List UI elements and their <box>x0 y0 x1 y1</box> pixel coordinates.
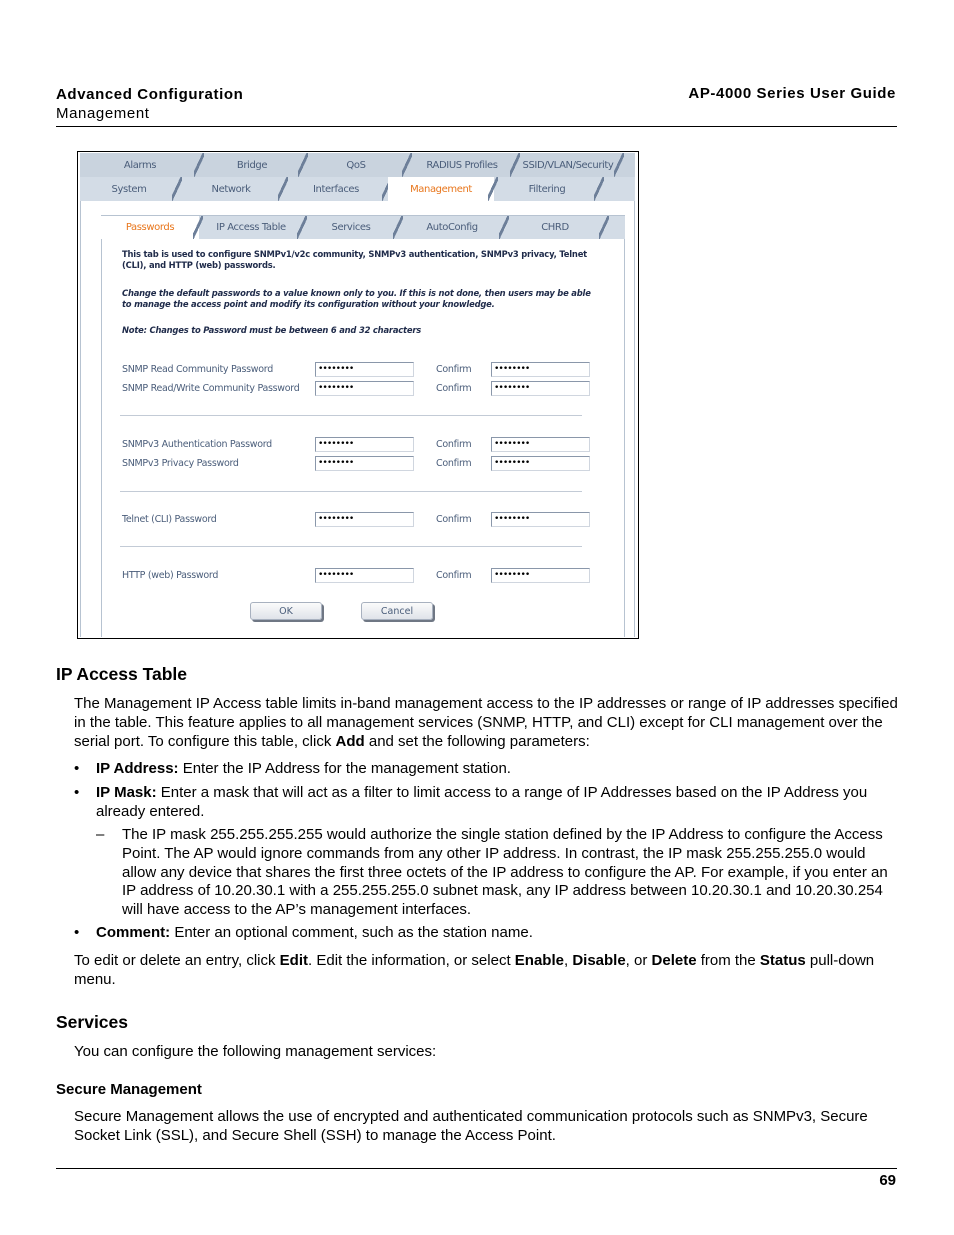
http-password-confirm-input[interactable]: •••••••• <box>491 568 590 583</box>
edit-instructions: To edit or delete an entry, click Edit. Edit the information, or select Enable, Disable, or Delete from the Status pull-down menu. <box>74 952 875 988</box>
tab-qos[interactable]: QoS <box>304 153 408 177</box>
management-panel <box>80 201 635 637</box>
ip-access-heading: IP Access Table <box>56 664 188 684</box>
confirm-label: Confirm <box>436 364 472 375</box>
management-passwords-screenshot <box>77 151 639 639</box>
footer-rule <box>56 1168 897 1169</box>
list-item: • IP Mask: Enter a mask that will act as a filter to limit access to a range of IP Addresses based on the IP Address you already entered. <box>74 784 868 820</box>
list-item: • IP Address: Enter the IP Address for the management station. <box>74 760 511 777</box>
tab-radius-profiles[interactable]: RADIUS Profiles <box>408 153 516 177</box>
header-rule <box>56 126 897 127</box>
field-label: Telnet (CLI) Password <box>122 514 217 525</box>
field-label: SNMP Read/Write Community Password <box>122 383 300 394</box>
snmpv3-auth-password-input[interactable]: •••••••• <box>315 437 414 452</box>
tab-network[interactable]: Network <box>178 177 284 201</box>
running-header-left <box>56 85 243 123</box>
header-guide-title: AP-4000 Series User Guide <box>688 85 896 102</box>
tab-bridge[interactable]: Bridge <box>200 153 304 177</box>
subtab-row <box>101 215 625 239</box>
tab-alarms[interactable]: Alarms <box>80 153 200 177</box>
subtab-passwords[interactable]: Passwords <box>101 216 199 239</box>
subtab-services[interactable]: Services <box>303 216 399 239</box>
services-intro: You can configure the following management services: <box>74 1043 437 1060</box>
form-note: Note: Changes to Password must be between 6 and 32 characters <box>122 325 422 335</box>
snmp-read-password-input[interactable]: •••••••• <box>315 362 414 377</box>
passwords-form <box>101 239 625 637</box>
form-intro: This tab is used to configure SNMPv1/v2c community, SNMPv3 authentication, SNMPv3 privacy, Telnet (CLI), and HTTP (web) passwords. <box>122 249 587 270</box>
tab-row-2 <box>80 177 635 201</box>
secure-management-heading: Secure Management <box>56 1081 202 1098</box>
subtab-autoconfig[interactable]: AutoConfig <box>399 216 505 239</box>
telnet-password-input[interactable]: •••••••• <box>315 512 414 527</box>
tab-interfaces[interactable]: Interfaces <box>284 177 388 201</box>
ip-access-intro: The Management IP Access table limits in-band management access to the IP addresses or range of IP addresses specified in the table. This feature applies to all management services (SNMP, HTTP, and CLI) except for CLI management over the serial port. To configure this table, click Add and set the following parameters: <box>74 695 898 750</box>
services-heading: Services <box>56 1012 129 1032</box>
sub-list-item: – The IP mask 255.255.255.255 would authorize the single station defined by the IP Address to configure the Access Point. The AP would ignore commands from any other IP address. In contrast, the IP mask 255.255.255.0 would allow any device that shares the first three octets of the IP address to configure the AP. For example, if you enter an IP address of 10.20.30.1 with a 255.255.255.0 subnet mask, any IP address between 10.20.30.1 and 10.20.30.254 will have access to the AP’s management interfaces. <box>96 826 888 919</box>
tab-management[interactable]: Management <box>388 177 494 201</box>
form-divider <box>120 491 582 492</box>
cancel-button[interactable]: Cancel <box>361 602 433 620</box>
ok-button[interactable]: OK <box>250 602 322 620</box>
snmp-read-password-confirm-input[interactable]: •••••••• <box>491 362 590 377</box>
confirm-label: Confirm <box>436 439 472 450</box>
telnet-password-confirm-input[interactable]: •••••••• <box>491 512 590 527</box>
subtab-ip-access-table[interactable]: IP Access Table <box>199 216 303 239</box>
field-label: SNMPv3 Privacy Password <box>122 458 239 469</box>
http-password-input[interactable]: •••••••• <box>315 568 414 583</box>
page-number: 69 <box>879 1172 896 1189</box>
snmp-readwrite-password-input[interactable]: •••••••• <box>315 381 414 396</box>
field-label: SNMPv3 Authentication Password <box>122 439 272 450</box>
confirm-label: Confirm <box>436 458 472 469</box>
confirm-label: Confirm <box>436 570 472 581</box>
snmp-readwrite-password-confirm-input[interactable]: •••••••• <box>491 381 590 396</box>
form-warning: Change the default passwords to a value known only to you. If this is not done, then users may be able to manage the access point and modify its configuration without your knowledge. <box>122 288 591 309</box>
list-item: • Comment: Enter an optional comment, such as the station name. <box>74 924 533 941</box>
confirm-label: Confirm <box>436 514 472 525</box>
tab-system[interactable]: System <box>80 177 178 201</box>
tab-filtering[interactable]: Filtering <box>494 177 600 201</box>
secure-management-text: Secure Management allows the use of encrypted and authenticated communication protocols such as SNMPv3, Secure Socket Link (SSL), and Secure Shell (SSH) to manage the Access Point. <box>74 1108 868 1144</box>
header-section: Advanced Configuration <box>56 86 244 103</box>
field-label: SNMP Read Community Password <box>122 364 273 375</box>
tab-row-1 <box>80 153 635 177</box>
confirm-label: Confirm <box>436 383 472 394</box>
subtab-chrd[interactable]: CHRD <box>505 216 605 239</box>
tab-ssid-vlan-security[interactable]: SSID/VLAN/Security <box>516 153 620 177</box>
snmpv3-privacy-password-input[interactable]: •••••••• <box>315 456 414 471</box>
field-label: HTTP (web) Password <box>122 570 219 581</box>
snmpv3-privacy-password-confirm-input[interactable]: •••••••• <box>491 456 590 471</box>
snmpv3-auth-password-confirm-input[interactable]: •••••••• <box>491 437 590 452</box>
form-divider <box>120 415 582 416</box>
form-divider <box>120 546 582 547</box>
header-subsection: Management <box>56 105 150 122</box>
